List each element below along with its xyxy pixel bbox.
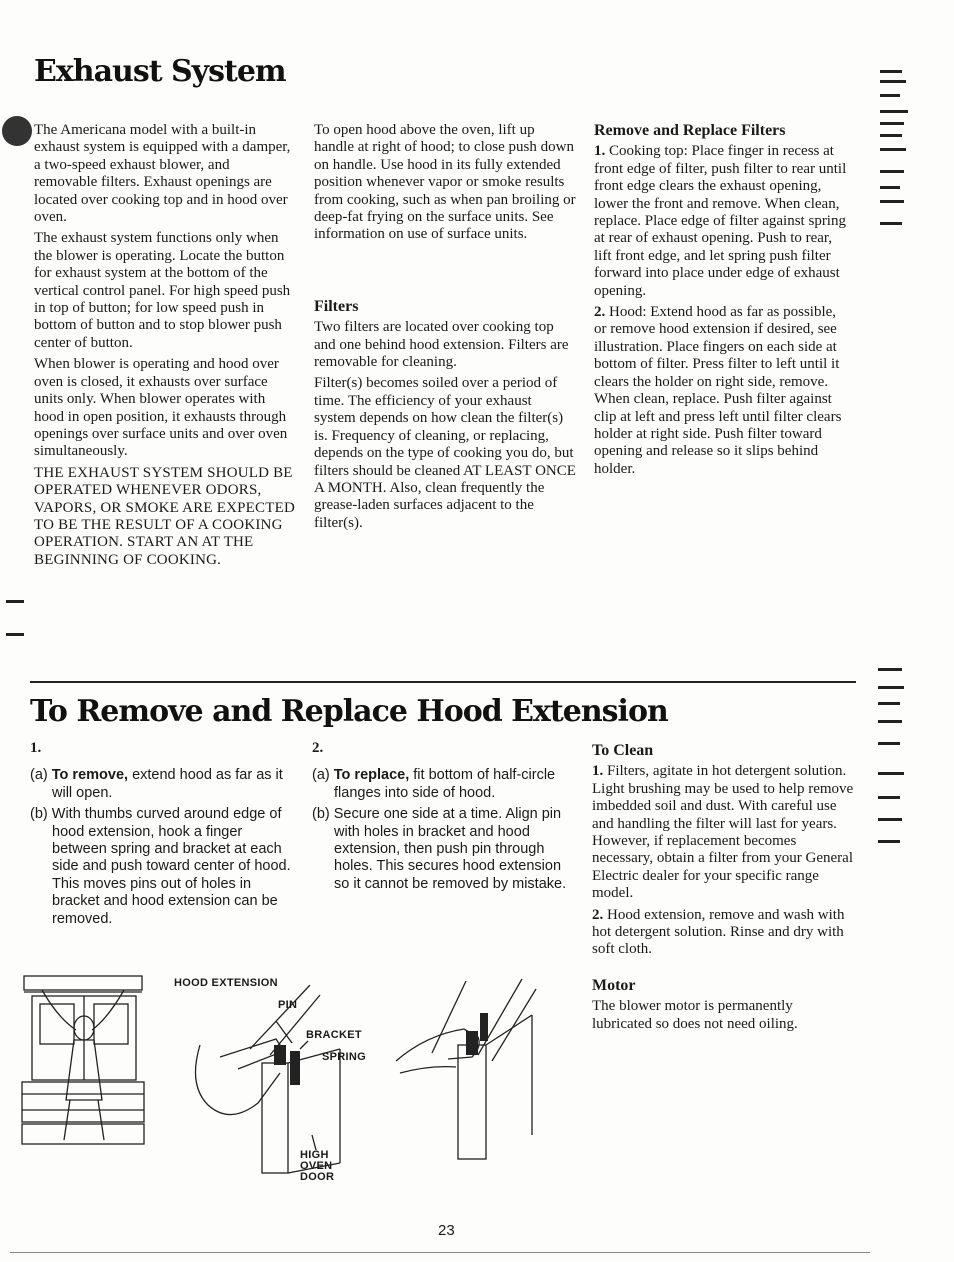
item-number: 1.: [592, 763, 604, 780]
step-letter: (a): [312, 767, 330, 784]
paragraph: The Americana model with a built-in exhaust system is equipped with a damper, a two-speed exhaust blower, and removable filters. Exhaust openings are located over cooking top and in hood over oven.: [34, 122, 291, 226]
exhaust-column-3: [594, 122, 852, 482]
heading-filters: Filters: [314, 297, 359, 315]
item-number: 2.: [594, 304, 606, 321]
step-lead: To replace,: [333, 767, 410, 784]
section-title-hood-extension: To Remove and Replace Hood Extension: [30, 694, 668, 729]
step-letter: (b): [312, 806, 330, 823]
step-2-column: [312, 740, 574, 897]
scan-edge-line: [10, 1252, 870, 1253]
step-1-column: [30, 740, 292, 932]
label-hood-extension: HOOD EXTENSION: [174, 977, 278, 989]
woman-removing-hood-illustration: [18, 970, 148, 1150]
item-text: Cooking top: Place finger in recess at front edge of filter, push filter to rear until front edge clears the exhaust opening, lower the front and remove. When clean, replace. Place edge of filter against spring at rear of exhaust opening. Push to rear, lift front edge, and let spring push filter forward into place under edge of exhaust opening.: [594, 143, 847, 299]
item-number: 2.: [592, 906, 604, 923]
step-text: With thumbs curved around edge of hood extension, hook a finger between spring and bracket at each side and push toward center of hood. This moves pins out of holes in bracket and hood extension can be removed.: [51, 806, 291, 927]
exhaust-column-2: [314, 122, 576, 536]
step-text: Secure one side at a time. Align pin with holes in bracket and hood extension, then push pin through holes. This secures hood extension so it cannot be removed by mistake.: [333, 806, 567, 892]
step-text: fit bottom of half-circle flanges into side of hood.: [334, 767, 556, 801]
item-text: Filters, agitate in hot detergent solution. Light brushing may be used to help remove imbedded soil and dust. With careful use and handling the filter will last for years. However, if replacement becomes necessary, obtain a filter from your General Electric dealer for your specific range model.: [592, 763, 854, 902]
hole-punch-mark: [2, 116, 32, 146]
label-high-oven-door: HIGH OVEN DOOR: [300, 1149, 335, 1183]
margin-mark: [6, 633, 24, 636]
step-letter: (a): [30, 767, 48, 784]
exhaust-column-1: [34, 122, 296, 573]
warning-paragraph: THE EXHAUST SYSTEM SHOULD BE OPERATED WHENEVER ODORS, VAPORS, OR SMOKE ARE EXPECTED TO BE THE RESULT OF A COOKING OPERATION. START AN AT THE BEGINNING OF COOKING.: [34, 464, 295, 568]
clean-motor-column: [592, 742, 854, 1037]
heading-motor: Motor: [592, 976, 636, 994]
label-pin: PIN: [278, 999, 298, 1011]
hood-replace-illustration: [386, 975, 566, 1165]
step-number: 2.: [312, 740, 324, 756]
paragraph: The exhaust system functions only when the blower is operating. Locate the button for exhaust system at the bottom of the vertical control panel. For high speed push in top of button; for low speed push in bottom of button and to stop blower push center of button.: [34, 230, 291, 351]
paragraph: Two filters are located over cooking top and one behind hood extension. Filters are removable for cleaning.: [314, 319, 569, 371]
section-divider: [30, 681, 856, 683]
paragraph: Filter(s) becomes soiled over a period of time. The efficiency of your exhaust system depends on how clean the filter(s) is. Frequency of cleaning, or replacing, depends on the type of cooking you do, but filters should be cleaned AT LEAST ONCE A MONTH. Also, clean frequently the grease-laden surfaces adjacent to the filter(s).: [314, 375, 576, 531]
item-number: 1.: [594, 143, 606, 160]
paragraph: The blower motor is permanently lubricated so does not need oiling.: [592, 998, 798, 1032]
label-bracket: BRACKET: [306, 1029, 362, 1041]
step-number: 1.: [30, 740, 42, 756]
step-letter: (b): [30, 806, 48, 823]
label-spring: SPRING: [322, 1051, 366, 1063]
section-title-exhaust-system: Exhaust System: [34, 54, 286, 89]
bracket-spring-illustration: [180, 985, 380, 1185]
item-text: Hood extension, remove and wash with hot detergent solution. Rinse and dry with soft cloth.: [592, 906, 845, 958]
heading-remove-replace-filters: Remove and Replace Filters: [594, 122, 786, 139]
item-text: Hood: Extend hood as far as possible, or remove hood extension if desired, see illustration. Place fingers on each side at bottom of filter. Press filter to left until it clears the holder on right side, remove. When clean, replace. Push filter against clip at left and press left until filter clears holder at right side. Push filter toward opening and release so it slips behind holder.: [594, 304, 842, 477]
step-lead: To remove,: [51, 767, 129, 784]
paragraph: To open hood above the oven, lift up handle at right of hood; to close push down on handle. Use hood in its fully extended position whenever vapor or smoke results from cooking, such as when pan broiling or deep-fat frying on the surface units. See information on use of surface units.: [314, 122, 576, 243]
paragraph: When blower is operating and hood over oven is closed, it exhausts over surface units only. When blower operates with hood in open position, it exhausts through openings over surface units and over oven simultaneously.: [34, 356, 288, 460]
page-number: 23: [438, 1222, 455, 1239]
step-text: extend hood as far as it will open.: [52, 767, 283, 801]
heading-to-clean: To Clean: [592, 742, 654, 759]
margin-mark: [6, 600, 24, 603]
